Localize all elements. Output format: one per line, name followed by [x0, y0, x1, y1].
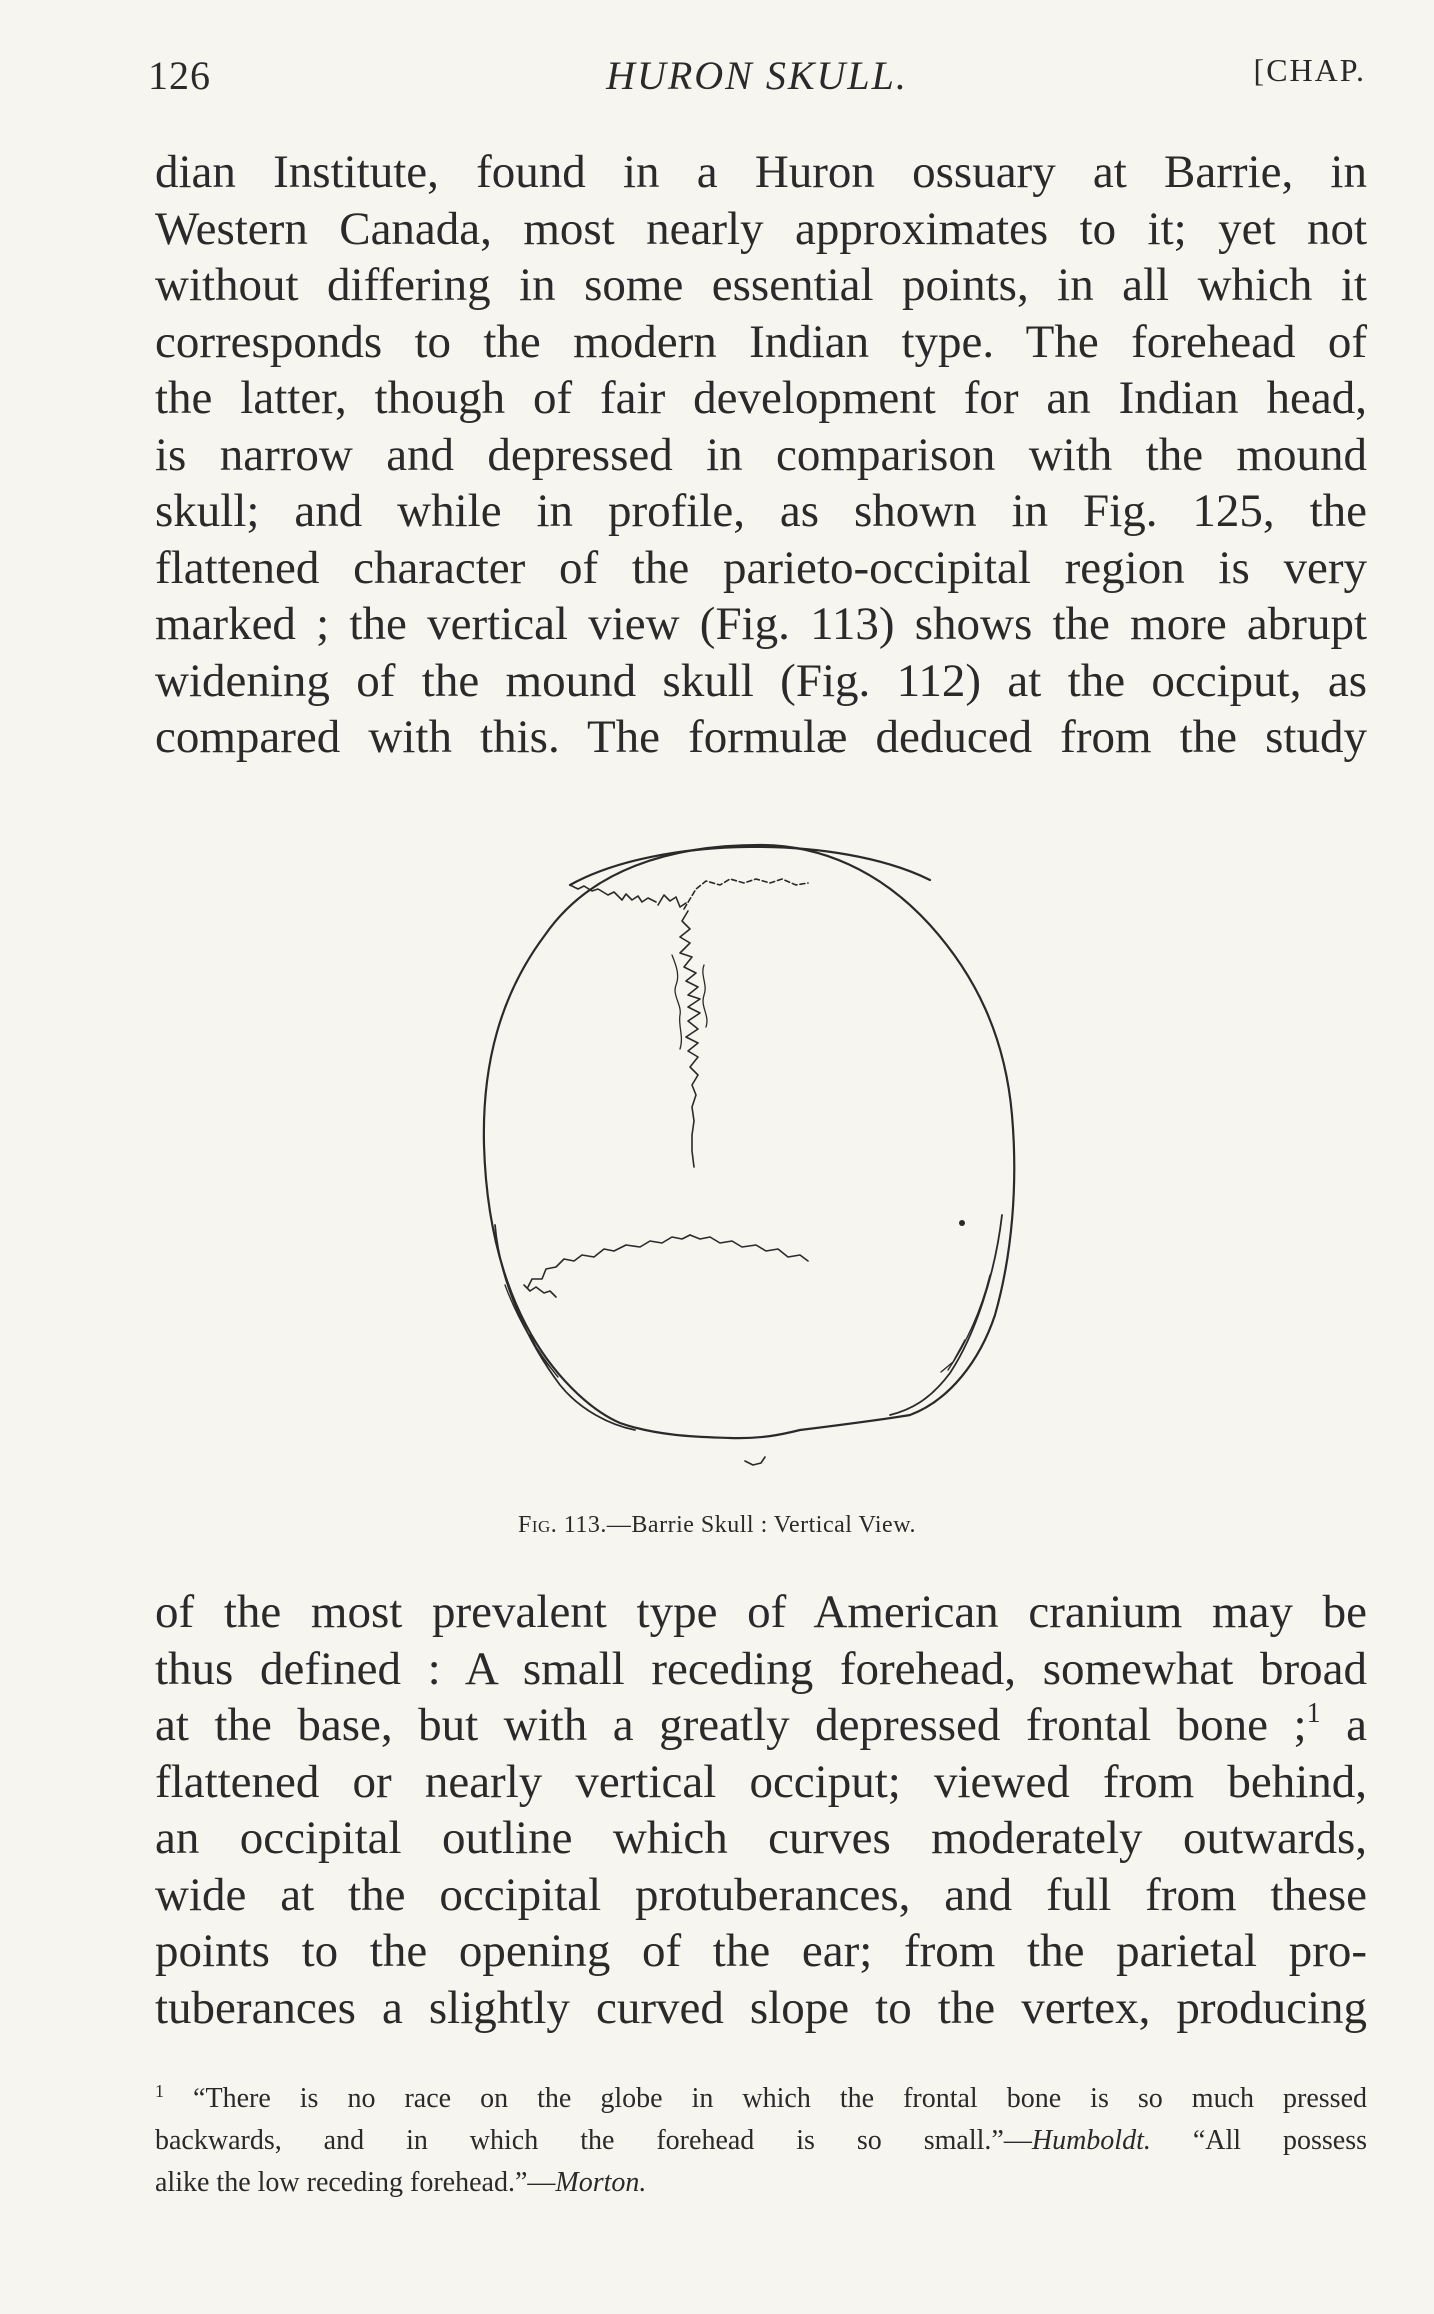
- footnote-line: [155, 2120, 1367, 2162]
- text-line: points to the opening of the ear; from the parietal pro-: [155, 1925, 1367, 1977]
- footnote-author: Morton.: [555, 2167, 647, 2198]
- text-line: compared with this. The formulæ deduced from the study: [155, 711, 1367, 763]
- running-title: HURON SKULL.: [606, 53, 908, 98]
- foramen-mark: [745, 1457, 765, 1465]
- footnote-text: “There is no race on the globe in which the frontal bone is so much pressed: [193, 2083, 1368, 2114]
- skull-outline: [484, 845, 1014, 1438]
- text-line: widening of the mound skull (Fig. 112) at the occiput, as: [155, 654, 1367, 707]
- text-line: flattened or nearly vertical occiput; viewed from behind,: [155, 1755, 1367, 1808]
- footnote-line: [155, 2070, 1367, 2120]
- text-line-body: at the base, but with a greatly depressed frontal bone ;: [155, 1699, 1307, 1751]
- text-line: is narrow and depressed in comparison with the mound: [155, 428, 1367, 481]
- text-line: the latter, though of fair development for an Indian head,: [155, 372, 1367, 424]
- footnote: [155, 2070, 1367, 2204]
- text-line-with-note: [155, 1697, 1367, 1754]
- text-line: dian Institute, found in a Huron ossuary at Barrie, in: [155, 146, 1367, 198]
- text-line: of the most prevalent type of American cranium may be: [155, 1586, 1367, 1638]
- text-line-tail: a: [1320, 1699, 1367, 1751]
- running-head: [148, 52, 1366, 102]
- lambdoid-suture: [528, 1235, 690, 1287]
- text-line: flattened character of the parieto-occipital region is very: [155, 541, 1367, 594]
- paragraph-top: [155, 144, 1367, 766]
- coronal-suture: [570, 885, 656, 902]
- footnote-text: “All possess: [1192, 2125, 1367, 2156]
- text-line: corresponds to the modern Indian type. The forehead of: [155, 315, 1367, 368]
- text-line: thus defined : A small receding forehead, somewhat broad: [155, 1642, 1367, 1695]
- footnote-reference: 1: [1306, 1698, 1321, 1729]
- footnote-text: alike the low receding forehead.”—: [155, 2167, 556, 2198]
- occipital-line-right: [890, 1215, 1002, 1415]
- occipital-line-left: [495, 1225, 635, 1430]
- footnote-line: [155, 2162, 1367, 2204]
- skull-figure: [460, 825, 1060, 1485]
- skull-vertical-view-drawing: [460, 825, 1060, 1485]
- figure-caption-text: —Barrie Skull : Vertical View.: [606, 1512, 916, 1538]
- text-line: tuberances a slightly curved slope to the vertex, producing: [155, 1981, 1367, 2034]
- text-line: without differing in some essential points, in all which it: [155, 259, 1367, 311]
- text-line: marked ; the vertical view (Fig. 113) shows the more abrupt: [155, 598, 1367, 650]
- specimen-dot: [959, 1220, 965, 1226]
- footnote-author: Humboldt.: [1031, 2125, 1151, 2156]
- page-number: 126: [148, 53, 211, 98]
- paragraph-bottom: [155, 1584, 1367, 2036]
- text-line: skull; and while in profile, as shown in Fig. 125, the: [155, 485, 1367, 537]
- chapter-mark: [CHAP.: [1253, 52, 1366, 88]
- footnote-marker: 1: [155, 2081, 164, 2101]
- footnote-text: backwards, and in which the forehead is so small.”—: [155, 2125, 1032, 2156]
- figure-caption: [0, 1512, 1434, 1539]
- text-line: Western Canada, most nearly approximates to it; yet not: [155, 202, 1367, 255]
- sagittal-suture: [680, 911, 700, 1167]
- figure-label: Fig. 113.: [518, 1512, 607, 1538]
- text-line: wide at the occipital protuberances, and full from these: [155, 1868, 1367, 1921]
- text-line: an occipital outline which curves moderately outwards,: [155, 1812, 1367, 1864]
